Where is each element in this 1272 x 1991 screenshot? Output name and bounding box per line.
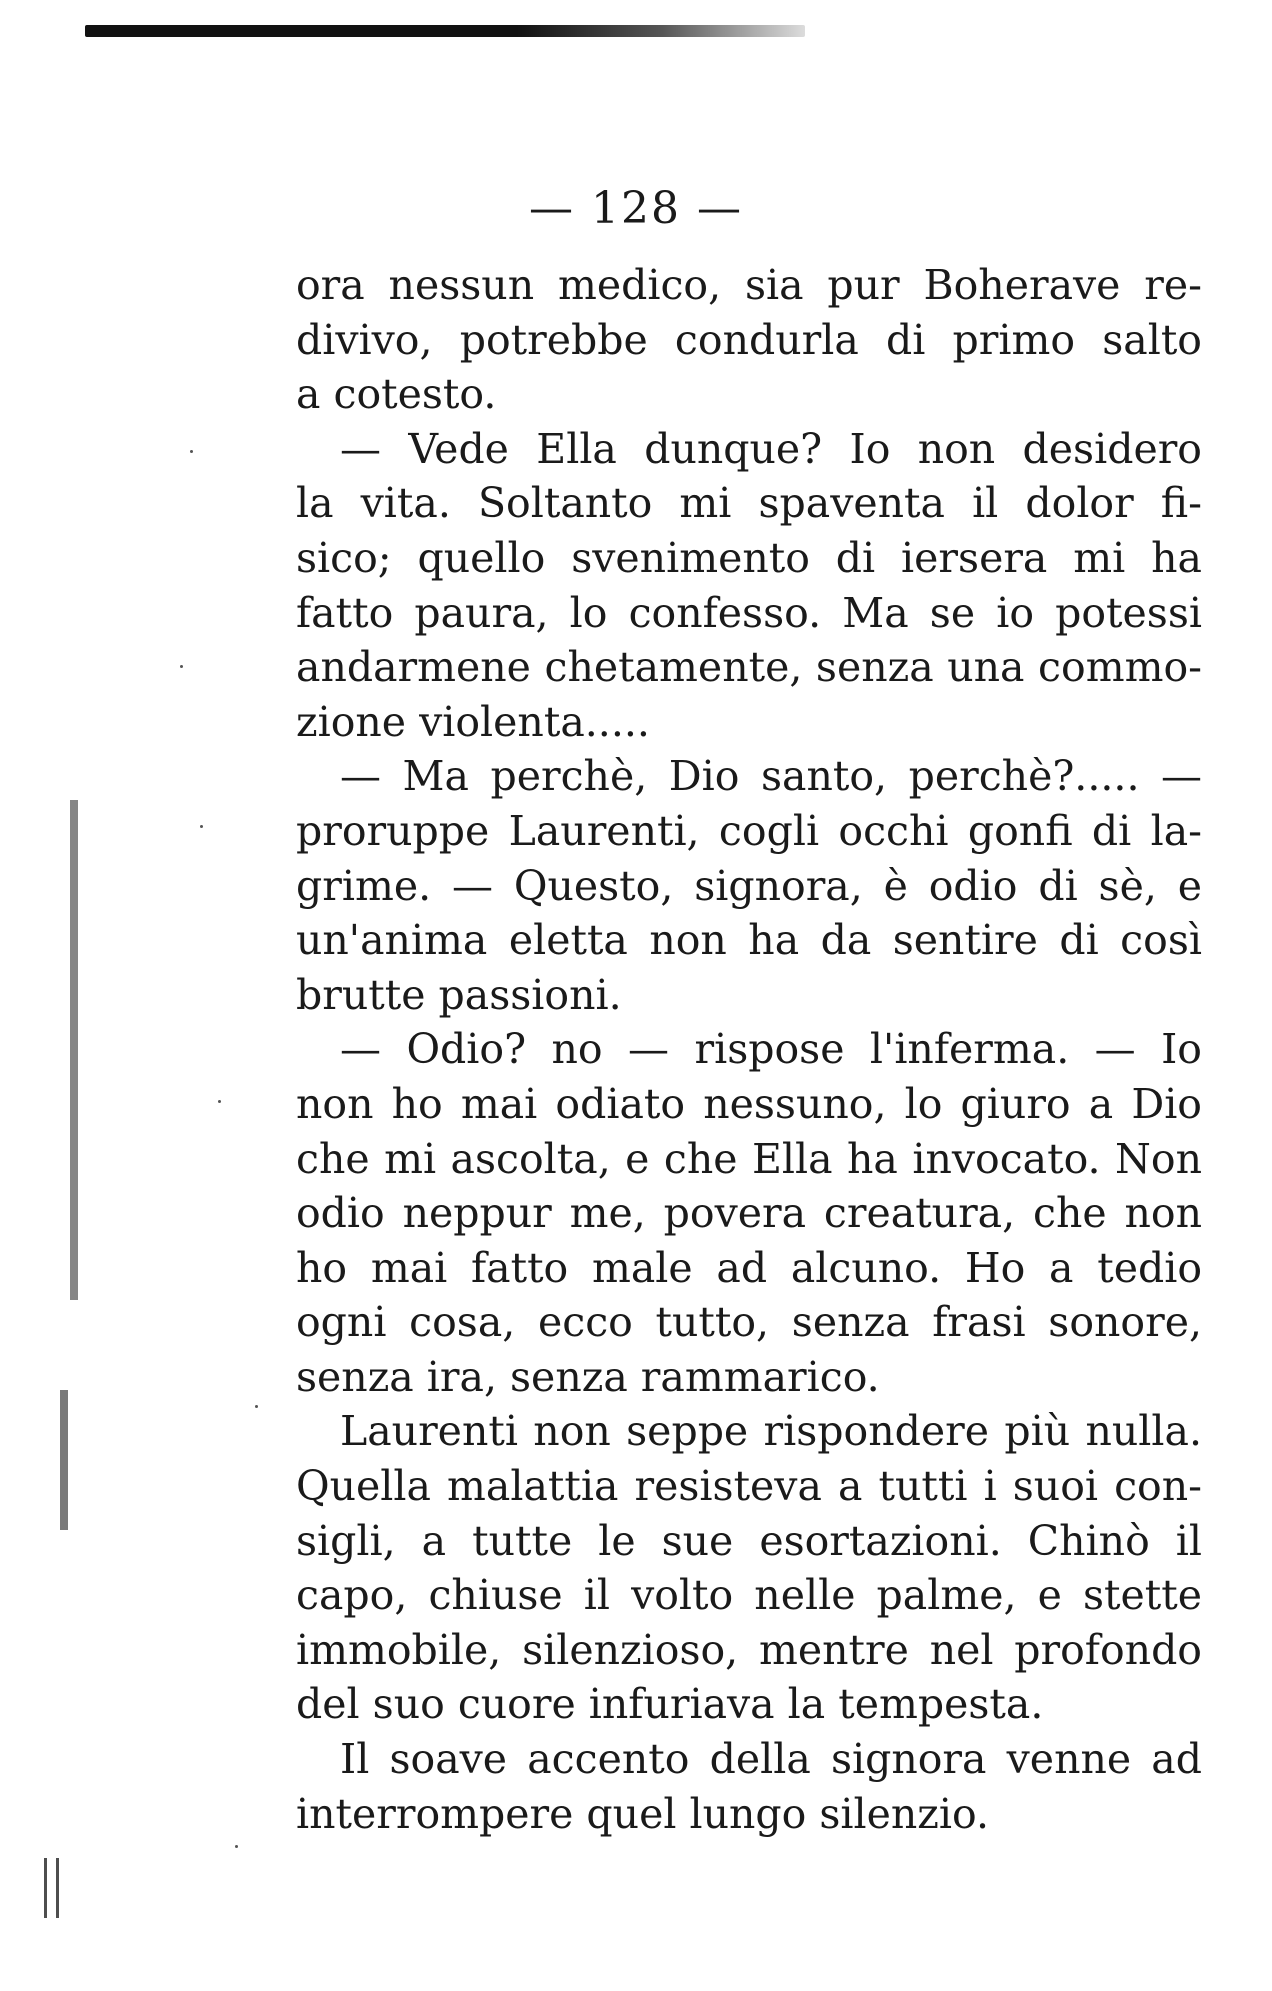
text-line: ho mai fatto male ad alcuno. Ho a tedio xyxy=(296,1243,1202,1292)
text-line: odio neppur me, povera creatura, che non xyxy=(296,1189,1202,1238)
top-rule xyxy=(85,25,805,37)
text-line: che mi ascolta, e che Ella ha invocato. Non xyxy=(296,1134,1202,1183)
text-line: un'anima eletta non ha da sentire di così xyxy=(296,916,1202,965)
text-line: immobile, silenzioso, mentre nel profondo xyxy=(296,1625,1202,1674)
text-line: Quella malattia resisteva a tutti i suoi con- xyxy=(296,1462,1202,1511)
text-line: andarmene chetamente, senza una commo- xyxy=(296,643,1202,692)
text-line: la vita. Soltanto mi spaventa il dolor fi- xyxy=(296,479,1202,528)
text-line: non ho mai odiato nessuno, lo giuro a Dio xyxy=(296,1079,1202,1128)
text-line: Laurenti non seppe rispondere più nulla. xyxy=(340,1407,1202,1456)
text-line: proruppe Laurenti, cogli occhi gonfi di la- xyxy=(296,806,1202,855)
text-line: sigli, a tutte le sue esortazioni. Chinò il xyxy=(296,1516,1202,1565)
text-line: fatto paura, lo confesso. Ma se io potessi xyxy=(296,588,1202,637)
text-line: zione violenta..... xyxy=(296,697,650,746)
margin-speck xyxy=(218,1100,221,1103)
margin-scan-artifact xyxy=(60,1390,68,1530)
text-line: interrompere quel lungo silenzio. xyxy=(296,1789,990,1838)
margin-speck xyxy=(200,825,203,828)
margin-speck xyxy=(190,450,193,453)
margin-scan-artifact xyxy=(70,800,78,1300)
text-line: del suo cuore infuriava la tempesta. xyxy=(296,1680,1044,1729)
text-line: — Ma perchè, Dio santo, perchè?..... — xyxy=(340,752,1202,801)
text-line: grime. — Questo, signora, è odio di sè, e xyxy=(296,861,1202,910)
margin-scan-artifact xyxy=(56,1858,59,1918)
text-line: Il soave accento della signora venne ad xyxy=(340,1735,1202,1784)
text-line: brutte passioni. xyxy=(296,970,622,1019)
text-line: ora nessun medico, sia pur Boherave re- xyxy=(296,261,1202,309)
body-text xyxy=(296,258,1202,1841)
margin-speck xyxy=(235,1845,238,1848)
text-line: — Vede Ella dunque? Io non desidero xyxy=(340,424,1202,473)
text-line: capo, chiuse il volto nelle palme, e stette xyxy=(296,1571,1202,1620)
text-line: sico; quello svenimento di iersera mi ha xyxy=(296,533,1202,582)
margin-scan-artifact xyxy=(44,1858,47,1918)
margin-speck xyxy=(255,1405,258,1408)
text-line: senza ira, senza rammarico. xyxy=(296,1352,880,1401)
text-line: — Odio? no — rispose l'inferma. — Io xyxy=(340,1025,1202,1074)
text-line: divivo, potrebbe condurla di primo salto xyxy=(296,315,1202,364)
text-line: a cotesto. xyxy=(296,370,497,419)
text-line: ogni cosa, ecco tutto, senza frasi sonore, xyxy=(296,1298,1202,1347)
margin-speck xyxy=(180,665,183,668)
page-number: — 128 — xyxy=(529,183,743,234)
